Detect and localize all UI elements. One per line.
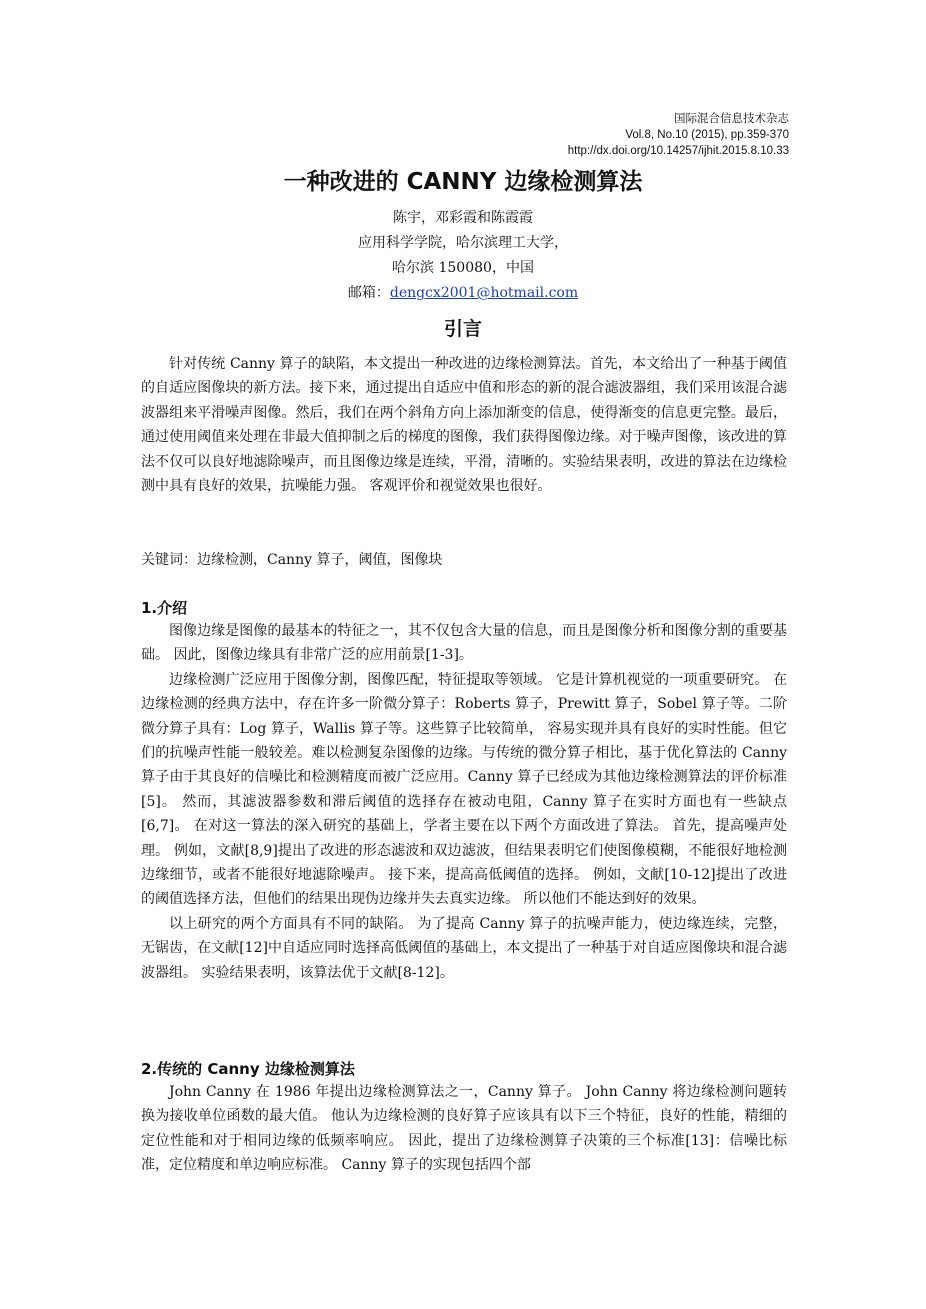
journal-header xyxy=(568,111,789,159)
section-1-paragraph-3: 以上研究的两个方面具有不同的缺陷。 为了提高 Canny 算子的抗噪声能力，使边缘连续，完整，无锯齿，在文献[12]中自适应同时选择高低阈值的基础上，本文提出了一种基于对自适应图像块和混合滤波器组。 实验结果表明，该算法优于文献[8-12]。 xyxy=(141,915,787,981)
email-link[interactable]: dengcx2001@hotmail.com xyxy=(389,285,579,301)
section-2-paragraph-1: John Canny 在 1986 年提出边缘检测算法之一，Canny 算子。 John Canny 将边缘检测问题转换为接收单位函数的最大值。 他认为边缘检测的良好算子应该具有以下三个特征，良好的性能，精细的定位性能和对于相同边缘的低频率响应。 因此，提出了边缘检测算子决策的三个标准[13]：信噪比标准，定位精度和单边响应标准。 Canny 算子的实现包括四个部 xyxy=(141,1084,787,1174)
section-1-paragraph-1: 图像边缘是图像的最基本的特征之一，其不仅包含大量的信息，而且是图像分析和图像分割的重要基础。 因此，图像边缘具有非常广泛的应用前景[1-3]。 xyxy=(141,623,787,664)
keywords-block xyxy=(141,549,787,571)
keywords-text: 关键词：边缘检测，Canny 算子，阈值，图像块 xyxy=(141,552,443,568)
section-1-paragraph-2: 边缘检测广泛应用于图像分割，图像匹配，特征提取等领域。 它是计算机视觉的一项重要研究。 在边缘检测的经典方法中，存在许多一阶微分算子：Roberts 算子，Prewitt 算子，Sobel 算子等。二阶微分算子具有：Log 算子，Wallis 算子等。这些算子比较简单， 容易实现并具有良好的实时性能。但它们的抗噪声性能一般较差。难以检测复杂图像的边缘。与传统的微分算子相比，基于优化算法的 Canny 算子由于其良好的信噪比和检测精度而被广泛应用。Canny 算子已经成为其他边缘检测算法的评价标准[5]。 然而，其滤波器参数和滞后阈值的选择存在被动电阻，Canny 算子在实时方面也有一些缺点[6,7]。 在对这一算法的深入研究的基础上，学者主要在以下两个方面改进了算法。 首先，提高噪声处理。 例如，文献[8,9]提出了改进的形态滤波和双边滤波，但结果表明它们使图像模糊，不能很好地检测边缘细节，或者不能很好地滤除噪声。 接下来，提高高低阈值的选择。 例如，文献[10-12]提出了改进的阈值选择方法，但他们的结果出现伪边缘并失去真实边缘。 所以他们不能达到好的效果。 xyxy=(141,671,787,908)
section-2 xyxy=(141,1058,787,1178)
author-list: 陈宇，邓彩霞和陈霞霞 xyxy=(393,210,533,226)
email-line xyxy=(0,283,926,303)
email-label: 邮箱： xyxy=(347,285,390,301)
section-1 xyxy=(141,597,787,985)
section-1-heading: 1.介绍 xyxy=(141,599,188,617)
affiliation-line-2: 哈尔滨 150080，中国 xyxy=(392,260,534,276)
journal-name: 国际混合信息技术杂志 xyxy=(674,113,789,125)
abstract-text: 针对传统 Canny 算子的缺陷，本文提出一种改进的边缘检测算法。首先，本文给出了一种基于阈值的自适应图像块的新方法。接下来，通过提出自适应中值和形态的新的混合滤波器组，我们采用该混合滤波器组来平滑噪声图像。然后，我们在两个斜角方向上添加渐变的信息，使得渐变的信息更完整。最后，通过使用阈值来处理在非最大值抑制之后的梯度的图像，我们获得图像边缘。对于噪声图像，该改进的算法不仅可以良好地滤除噪声，而且图像边缘是连续，平滑，清晰的。实验结果表明，改进的算法在边缘检测中具有良好的效果，抗噪能力强。 客观评价和视觉效果也很好。 xyxy=(141,356,787,495)
journal-doi: http://dx.doi.org/10.14257/ijhit.2015.8.10.33 xyxy=(567,145,789,157)
affiliation-line-1: 应用科学学院，哈尔滨理工大学， xyxy=(358,235,568,251)
section-2-heading: 2.传统的 Canny 边缘检测算法 xyxy=(141,1060,355,1078)
paper-title: 一种改进的 CANNY 边缘检测算法 xyxy=(283,169,643,195)
abstract-heading: 引言 xyxy=(443,318,482,340)
journal-volume: Vol.8, No.10 (2015), pp.359-370 xyxy=(625,129,789,141)
abstract-block xyxy=(141,352,787,498)
